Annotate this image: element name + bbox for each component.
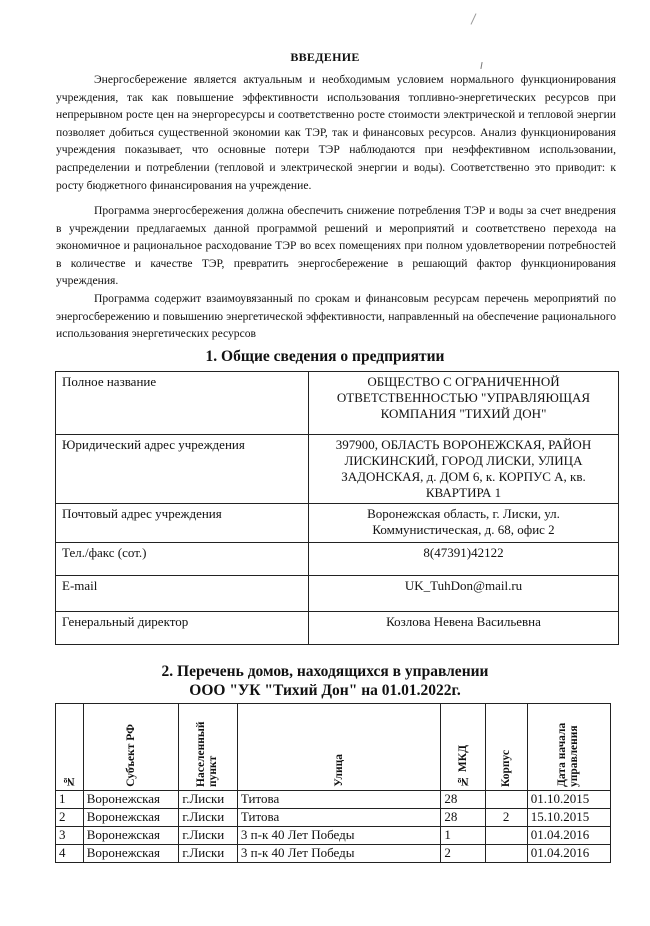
section2-title	[0, 662, 650, 700]
table-cell: 2	[485, 809, 527, 827]
pen-mark	[471, 13, 477, 24]
table-cell: 3 п-к 40 Лет Победы	[237, 845, 441, 863]
section2-title-line: 2. Перечень домов, находящихся в управлении	[161, 663, 489, 680]
table-cell: 2	[56, 809, 84, 827]
table-cell: г.Лиски	[179, 827, 238, 845]
info-label: Тел./факс (сот.)	[56, 543, 309, 576]
table-row	[56, 791, 611, 809]
table-cell: Титова	[237, 809, 441, 827]
table-cell: 01.10.2015	[527, 791, 610, 809]
info-row	[56, 504, 619, 543]
info-value: Воронежская область, г. Лиски, ул. Коммунистическая, д. 68, офис 2	[309, 504, 619, 543]
intro-paragraph: Программа энергосбережения должна обеспечить снижение потребления ТЭР и воды за счет внедрения в учреждении предлагаемых данной программой решений и мероприятий и соответствено перехода на экономичное и рациональное расходование ТЭР во всех помещениях при полном удовлетворении потребностей в количестве и качестве ТЭР, превратить энергосбережение в решающий фактор функционирования учреждения.	[56, 204, 616, 288]
table-cell	[485, 827, 527, 845]
info-label: Почтовый адрес учреждения	[56, 504, 309, 543]
table-cell: 01.04.2016	[527, 827, 610, 845]
table-cell: Воронежская	[83, 827, 179, 845]
info-row	[56, 372, 619, 435]
info-value: UK_TuhDon@mail.ru	[309, 576, 619, 612]
section1-title: 1. Общие сведения о предприятии	[205, 348, 445, 365]
table-cell: г.Лиски	[179, 791, 238, 809]
info-label: E-mail	[56, 576, 309, 612]
table-cell: г.Лиски	[179, 809, 238, 827]
info-row	[56, 576, 619, 612]
intro-paragraph: Энергосбережение является актуальным и необходимым условием нормального функционирования учреждения, так как повышение эффективности использования топливно-энергетических ресурсов при непрерывном росте цен на энергоресурсы и соответственно росте стоимости электрической и тепловой энергии позволяет добиться существенной экономии как ТЭР, так и финансовых ресурсов. Анализ функционирования учреждения показывает, что основные потери ТЭР наблюдаются при неэффективном использовании, распределении и потреблении (тепловой и электрической энергии и воды). Соответственно это приводит: к росту бюджетного финансирования на учреждение.	[56, 73, 616, 192]
table-cell: 15.10.2015	[527, 809, 610, 827]
table-cell	[485, 791, 527, 809]
houses-header-row	[56, 704, 611, 791]
info-row	[56, 435, 619, 504]
column-header: Субъект РФ	[83, 704, 179, 791]
table-cell: 28	[441, 791, 485, 809]
info-value: ОБЩЕСТВО С ОГРАНИЧЕННОЙ ОТВЕТСТВЕННОСТЬЮ "УПРАВЛЯЮЩАЯ КОМПАНИЯ "ТИХИЙ ДОН"	[309, 372, 619, 435]
info-value: 397900, ОБЛАСТЬ ВОРОНЕЖСКАЯ, РАЙОН ЛИСКИНСКИЙ, ГОРОД ЛИСКИ, УЛИЦА ЗАДОНСКАЯ, д. ДОМ 6, к. КОРПУС А, кв. КВАРТИРА 1	[309, 435, 619, 504]
table-cell: 1	[56, 791, 84, 809]
table-cell: Воронежская	[83, 809, 179, 827]
column-header: Дата начала управления	[527, 704, 610, 791]
info-label: Полное название	[56, 372, 309, 435]
table-cell: 2	[441, 845, 485, 863]
table-cell: 01.04.2016	[527, 845, 610, 863]
table-cell: 3 п-к 40 Лет Победы	[237, 827, 441, 845]
column-header: №	[56, 704, 84, 791]
table-cell: Воронежская	[83, 791, 179, 809]
table-cell	[485, 845, 527, 863]
houses-table	[55, 703, 611, 863]
intro-paragraph: Программа содержит взаимоувязанный по срокам и финансовым ресурсам перечень мероприятий по энергосбережению и повышению энергетической эффективности, направленный на обеспечение рационального использования энергетических ресурсов	[56, 292, 616, 341]
table-cell: 4	[56, 845, 84, 863]
table-row	[56, 845, 611, 863]
info-value: 8(47391)42122	[309, 543, 619, 576]
column-header: Корпус	[485, 704, 527, 791]
info-value: Козлова Невена Васильевна	[309, 612, 619, 645]
company-info-table	[55, 371, 619, 645]
info-label: Генеральный директор	[56, 612, 309, 645]
section2-title-line: ООО "УК "Тихий Дон" на 01.01.2022г.	[189, 682, 461, 699]
info-row	[56, 612, 619, 645]
info-label: Юридический адрес учреждения	[56, 435, 309, 504]
column-header: № МКД	[441, 704, 485, 791]
column-header: Населенный пункт	[179, 704, 238, 791]
table-cell: г.Лиски	[179, 845, 238, 863]
intro-title: ВВЕДЕНИЕ	[290, 50, 360, 64]
table-cell: Титова	[237, 791, 441, 809]
table-cell: Воронежская	[83, 845, 179, 863]
table-cell: 1	[441, 827, 485, 845]
column-header: Улица	[237, 704, 441, 791]
table-row	[56, 827, 611, 845]
table-cell: 28	[441, 809, 485, 827]
table-row	[56, 809, 611, 827]
info-row	[56, 543, 619, 576]
table-cell: 3	[56, 827, 84, 845]
